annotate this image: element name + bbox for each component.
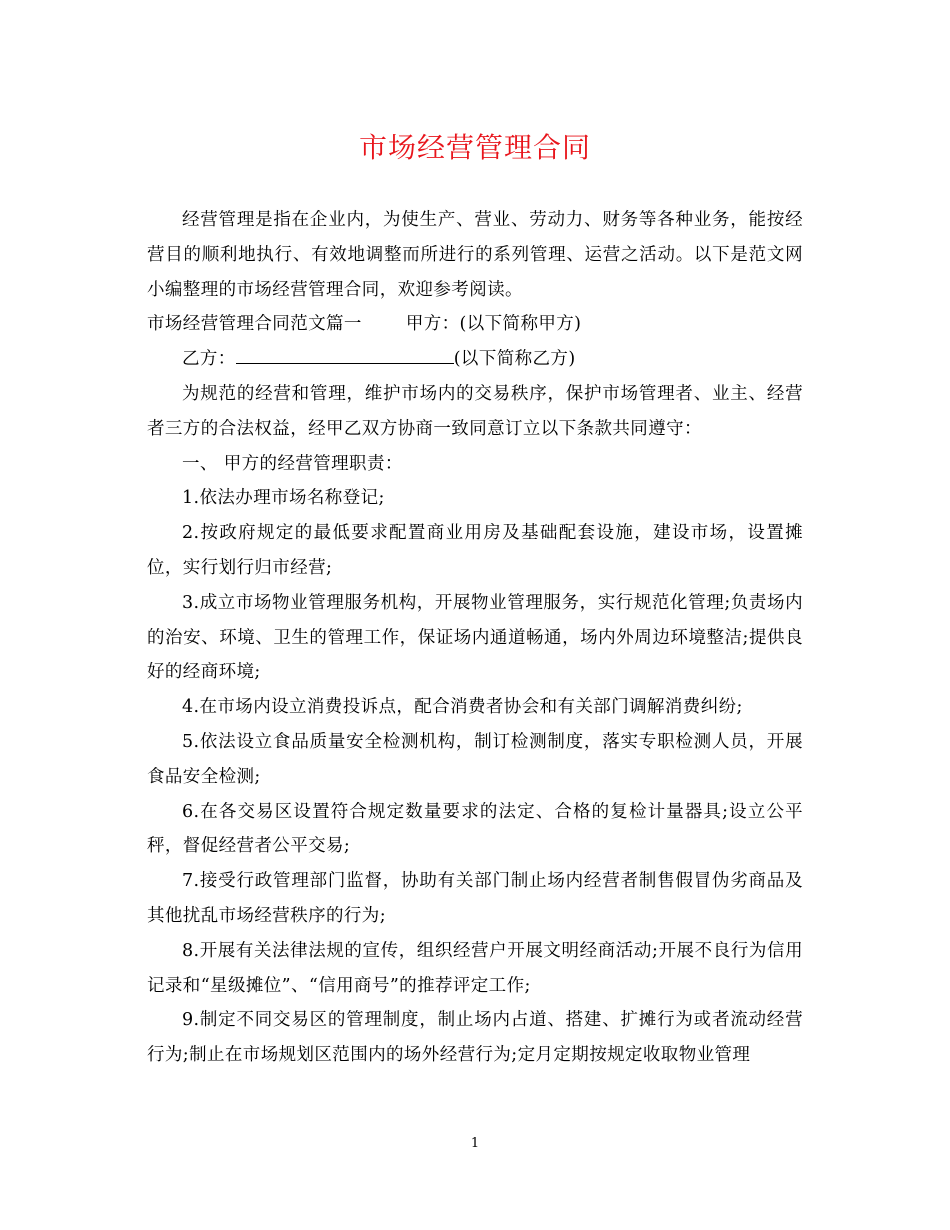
- clause-item: 2.按政府规定的最低要求配置商业用房及基础配套设施，建设市场，设置摊位，实行划行归市经营;: [147, 523, 803, 578]
- clause-item: 1.依法办理市场名称登记;: [182, 488, 385, 509]
- clause-heading: 一、 甲方的经营管理职责：: [182, 453, 403, 474]
- clause-item: 4.在市场内设立消费投诉点，配合消费者协会和有关部门调解消费纠纷;: [182, 697, 743, 718]
- clause-item: 5.依法设立食品质量安全检测机构，制订检测制度，落实专职检测人员，开展食品安全检测;: [147, 731, 803, 787]
- party-b-blank: [236, 347, 454, 364]
- intro-paragraph: 经营管理是指在企业内，为使生产、营业、劳动力、财务等各种业务，能按经营目的顺利地执行、有效地调整而所进行的系列管理、运营之活动。以下是范文网小编整理的市场经营管理合同，欢迎参考阅读。: [147, 210, 803, 300]
- document-title: 市场经营管理合同: [358, 131, 591, 164]
- clause-item: 6.在各交易区设置符合规定数量要求的法定、合格的复检计量器具;设立公平秤，督促经营者公平交易;: [147, 801, 803, 857]
- clause-item: 8.开展有关法律法规的宣传，组织经营户开展文明经商活动;开展不良行为信用记录和“星级摊位”、“信用商号”的推荐评定工作;: [147, 940, 803, 996]
- party-b-line: [147, 342, 803, 377]
- preamble-paragraph: 为规范的经营和管理，维护市场内的交易秩序，保护市场管理者、业主、经营者三方的合法权益，经甲乙双方协商一致同意订立以下条款共同遵守：: [147, 383, 803, 439]
- party-a-line: 甲方：(以下简称甲方): [405, 314, 582, 335]
- clause-item: 7.接受行政管理部门监督，协助有关部门制止场内经营者制售假冒伪劣商品及其他扰乱市场经营秩序的行为;: [147, 871, 803, 926]
- document-body: [147, 203, 803, 1073]
- section-heading-line: [147, 307, 803, 342]
- clause-item: 9.制定不同交易区的管理制度，制止场内占道、搭建、扩摊行为或者流动经营行为;制止在市场规划区范围内的场外经营行为;定月定期按规定收取物业管理: [147, 1010, 803, 1066]
- section-heading: 市场经营管理合同范文篇一: [147, 314, 362, 335]
- party-b-label: 乙方：: [182, 349, 236, 370]
- clause-item: 3.成立市场物业管理服务机构，开展物业管理服务，实行规范化管理;负责场内的治安、环境、卫生的管理工作，保证场内通道畅通，场内外周边环境整洁;提供良好的经商环境;: [147, 592, 803, 683]
- page-number: 1: [470, 1136, 480, 1151]
- party-b-suffix: (以下简称乙方): [453, 349, 576, 370]
